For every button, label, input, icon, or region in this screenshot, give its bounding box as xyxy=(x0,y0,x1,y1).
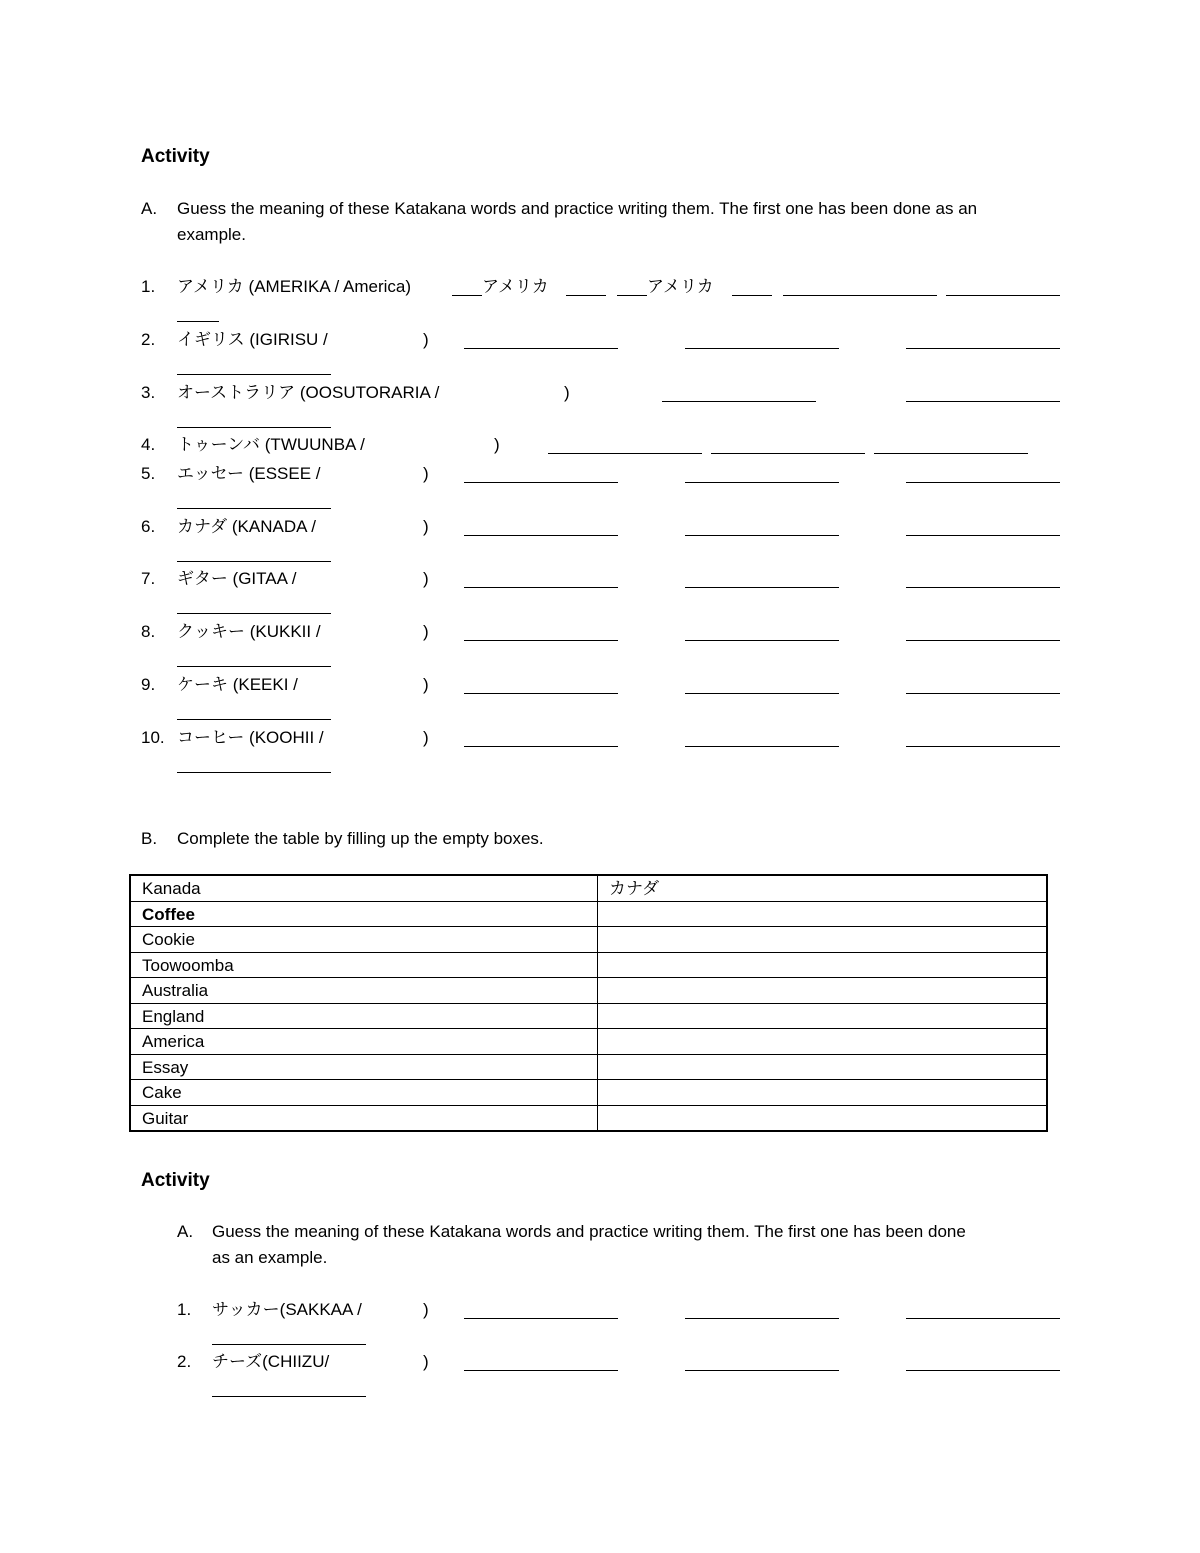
answer-blank[interactable] xyxy=(685,640,839,641)
blank-line xyxy=(732,295,772,296)
english-cell: Essay xyxy=(130,1054,598,1080)
english-cell: Cookie xyxy=(130,927,598,953)
item-number: 8. xyxy=(141,622,156,641)
part-a-instruction-line1: Guess the meaning of these Katakana words and practice writing them. The first one has been done xyxy=(212,1222,966,1241)
english-cell: Toowoomba xyxy=(130,952,598,978)
part-b-letter: B. xyxy=(141,829,158,848)
katakana-cell: カナダ xyxy=(598,875,1048,901)
answer-blank[interactable] xyxy=(464,1370,618,1371)
item-word: コーヒー (KOOHII / xyxy=(177,728,324,747)
english-cell: America xyxy=(130,1029,598,1055)
answer-blank[interactable] xyxy=(177,772,331,773)
item-close-paren: ) xyxy=(564,383,570,402)
answer-blank[interactable] xyxy=(685,1318,839,1319)
answer-blank[interactable] xyxy=(906,746,1060,747)
blank-line xyxy=(566,295,606,296)
item-word: トゥーンバ (TWUUNBA / xyxy=(177,435,365,454)
answer-blank[interactable] xyxy=(662,401,816,402)
item-word: チーズ(CHIIZU/ xyxy=(212,1352,330,1371)
table-row xyxy=(130,1080,1047,1106)
katakana-cell[interactable] xyxy=(598,952,1048,978)
answer-blank[interactable] xyxy=(906,348,1060,349)
item-word: オーストラリア (OOSUTORARIA / xyxy=(177,383,440,402)
katakana-cell[interactable] xyxy=(598,927,1048,953)
answer-blank[interactable] xyxy=(212,1344,366,1345)
item-close-paren: ) xyxy=(423,675,429,694)
answer-blank[interactable] xyxy=(906,1370,1060,1371)
section1-heading: Activity xyxy=(141,146,210,167)
answer-blank[interactable] xyxy=(177,561,331,562)
item-word: カナダ (KANADA / xyxy=(177,517,316,536)
part-a-instruction-line2: example. xyxy=(177,225,246,244)
item-close-paren: ) xyxy=(423,728,429,747)
item-close-paren: ) xyxy=(423,569,429,588)
table-row xyxy=(130,901,1047,927)
item-word: クッキー (KUKKII / xyxy=(177,622,321,641)
katakana-cell[interactable] xyxy=(598,978,1048,1004)
item-word: イギリス (IGIRISU / xyxy=(177,330,328,349)
item-close-paren: ) xyxy=(494,435,500,454)
answer-blank[interactable] xyxy=(906,535,1060,536)
item-number: 9. xyxy=(141,675,156,694)
answer-blank[interactable] xyxy=(685,1370,839,1371)
item-number: 5. xyxy=(141,464,156,483)
answer-blank[interactable] xyxy=(464,1318,618,1319)
answer-blank[interactable] xyxy=(464,535,618,536)
answer-blank[interactable] xyxy=(685,746,839,747)
answer-blank[interactable] xyxy=(177,374,331,375)
answer-blank[interactable] xyxy=(464,587,618,588)
answer-blank[interactable] xyxy=(177,719,331,720)
answer-blank[interactable] xyxy=(946,295,1060,296)
item-word: エッセー (ESSEE / xyxy=(177,464,321,483)
item-close-paren: ) xyxy=(423,330,429,349)
answer-blank[interactable] xyxy=(464,746,618,747)
katakana-cell[interactable] xyxy=(598,1054,1048,1080)
item-number: 2. xyxy=(177,1352,192,1371)
answer-blank[interactable] xyxy=(177,666,331,667)
english-cell: Australia xyxy=(130,978,598,1004)
table-row xyxy=(130,952,1047,978)
practice-example: アメリカ xyxy=(482,277,549,296)
table-row xyxy=(130,1029,1047,1055)
item-word: ケーキ (KEEKI / xyxy=(177,675,298,694)
answer-blank[interactable] xyxy=(464,693,618,694)
item-number: 7. xyxy=(141,569,156,588)
answer-blank[interactable] xyxy=(906,693,1060,694)
item-number: 1. xyxy=(141,277,156,296)
table-row xyxy=(130,927,1047,953)
item-word: ギター (GITAA / xyxy=(177,569,297,588)
part-a-letter: A. xyxy=(141,199,158,218)
item-close-paren: ) xyxy=(423,1300,429,1319)
item-number: 3. xyxy=(141,383,156,402)
answer-blank[interactable] xyxy=(464,348,618,349)
answer-blank[interactable] xyxy=(906,401,1060,402)
blank-line xyxy=(452,295,482,296)
answer-blank[interactable] xyxy=(177,427,331,428)
answer-blank[interactable] xyxy=(464,640,618,641)
english-cell: Guitar xyxy=(130,1105,598,1131)
answer-blank[interactable] xyxy=(685,535,839,536)
item-close-paren: ) xyxy=(423,1352,429,1371)
answer-blank[interactable] xyxy=(711,453,865,454)
answer-blank[interactable] xyxy=(177,508,331,509)
answer-blank[interactable] xyxy=(548,453,702,454)
part-b-instruction: Complete the table by filling up the empty boxes. xyxy=(177,829,544,848)
item-number: 10. xyxy=(141,728,165,747)
answer-blank[interactable] xyxy=(906,1318,1060,1319)
practice-example: アメリカ xyxy=(647,277,714,296)
section2-heading: Activity xyxy=(141,1170,210,1191)
table-row xyxy=(130,1054,1047,1080)
answer-blank[interactable] xyxy=(177,613,331,614)
answer-blank[interactable] xyxy=(685,348,839,349)
answer-blank[interactable] xyxy=(685,482,839,483)
answer-blank[interactable] xyxy=(177,321,219,322)
answer-blank[interactable] xyxy=(906,587,1060,588)
katakana-cell[interactable] xyxy=(598,1105,1048,1131)
blank-line xyxy=(617,295,647,296)
item-number: 2. xyxy=(141,330,156,349)
item-word: サッカー(SAKKAA / xyxy=(212,1300,362,1319)
item-number: 6. xyxy=(141,517,156,536)
item-number: 4. xyxy=(141,435,156,454)
item-number: 1. xyxy=(177,1300,192,1319)
table-row xyxy=(130,1003,1047,1029)
english-cell: England xyxy=(130,1003,598,1029)
part-a-instruction-line2: as an example. xyxy=(212,1248,328,1267)
answer-blank[interactable] xyxy=(783,295,937,296)
answer-blank[interactable] xyxy=(685,693,839,694)
katakana-cell[interactable] xyxy=(598,1080,1048,1106)
table-row xyxy=(130,978,1047,1004)
answer-blank[interactable] xyxy=(685,587,839,588)
answer-blank[interactable] xyxy=(906,640,1060,641)
item-close-paren: ) xyxy=(423,517,429,536)
katakana-cell[interactable] xyxy=(598,901,1048,927)
answer-blank[interactable] xyxy=(212,1396,366,1397)
part-a-letter: A. xyxy=(177,1222,194,1241)
item-close-paren: ) xyxy=(423,464,429,483)
answer-blank[interactable] xyxy=(906,482,1060,483)
part-a-instruction-line1: Guess the meaning of these Katakana words and practice writing them. The first one has been done as an xyxy=(177,199,978,218)
katakana-cell[interactable] xyxy=(598,1003,1048,1029)
english-cell: Coffee xyxy=(130,901,598,927)
item-close-paren: ) xyxy=(423,622,429,641)
answer-blank[interactable] xyxy=(874,453,1028,454)
katakana-cell[interactable] xyxy=(598,1029,1048,1055)
english-cell: Kanada xyxy=(130,875,598,901)
table-row xyxy=(130,875,1047,901)
item-word: アメリカ (AMERIKA / America) xyxy=(177,277,412,296)
table-row xyxy=(130,1105,1047,1131)
answer-blank[interactable] xyxy=(464,482,618,483)
english-cell: Cake xyxy=(130,1080,598,1106)
katakana-table xyxy=(129,874,1048,1132)
